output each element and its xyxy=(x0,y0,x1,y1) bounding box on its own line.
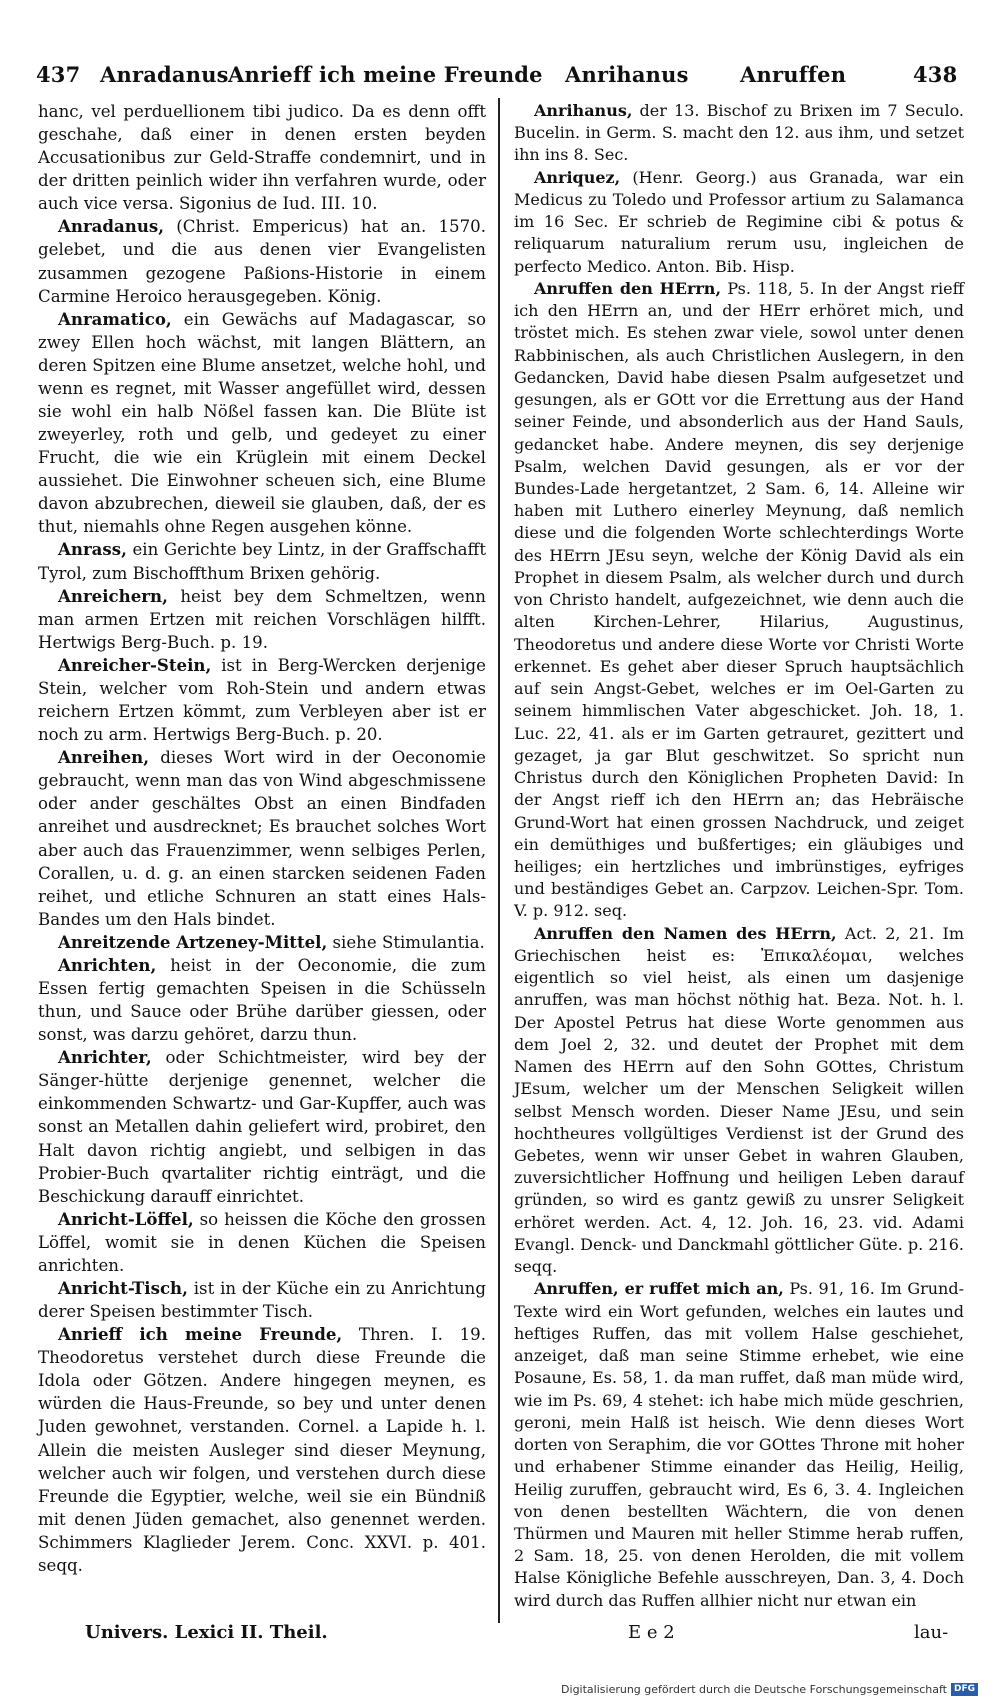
entry-lemma: Anruffen den HErrn, xyxy=(534,278,722,298)
right-catchword-last: Anruffen xyxy=(740,62,847,87)
credit-text: Digitalisierung gefördert durch die Deutsche Forschungsgemeinschaft xyxy=(561,1682,947,1696)
lexicon-entry xyxy=(38,308,486,539)
running-header xyxy=(30,60,960,92)
entry-text: der 13. Bischof zu Brixen im 7 Seculo. Bucelin. in Germ. S. macht den 12. aus ihm, und setzet ihn ins 8. Sec. xyxy=(514,101,964,165)
page-footer xyxy=(30,1622,960,1650)
entry-text: ein Gerichte bey Lintz, in der Graffschafft Tyrol, zum Bischoffthum Brixen gehörig. xyxy=(38,540,486,583)
entry-text: ein Gewächs auf Madagascar, so zwey Ellen hoch wächst, mit langen Blättern, an deren Spitzen eine Blume ansetzet, welche hohl, und wenn es regnet, mit Wasser angefüllet wird, dessen sie wohl ein halb Nößel fassen kan. Die Blüte ist zweyerley, roth und gelb, und gedeyet zu einer Frucht, die wie ein Krüglein mit einem Deckel aussiehet. Die Einwohner scheuen sich, eine Blume davon abzubrechen, dieweil sie glauben, daß, der es thut, niemahls ohne Regen ausgehen könne. xyxy=(38,309,486,537)
entry-text: (Henr. Georg.) aus Granada, war ein Medicus zu Toledo und Professor artium zu Salamanca im 16 Sec. Er schrieb de Regimine cibi & potus & reliquarum naturalium rerum usu, ingleichen de perfecto Medico. Anton. Bib. Hisp. xyxy=(514,167,964,276)
entry-text: ist in der Küche ein zu Anrichtung derer Speisen bestimmter Tisch. xyxy=(38,1278,486,1322)
entry-lemma: Anricht-Tisch, xyxy=(58,1277,188,1298)
lexicon-entry xyxy=(38,1208,486,1277)
lexicon-entry xyxy=(38,954,486,1046)
left-catchword-first: Anradanus xyxy=(100,62,229,87)
entry-text: oder Schichtmeister, wird bey der Sänger-hütte derjenige genennet, welcher die einkommenden Schwartz- und Gar-Kupffer, auch was sonst an Metallen dahin geliefert wird, probiret, den Halt davon richtig angiebt, und selbigen in das Probier-Buch qvartaliter richtig einträgt, und die Beschickung darauff einrichtet. xyxy=(38,1048,486,1206)
entry-text: Thren. I. 19. Theodoretus verstehet durch diese Freunde die Idola oder Götzen. Andere hingegen meynen, es würden die Haus-Freunde, so bey und unter denen Juden gewohnet, verstanden. Cornel. a Lapide h. l. Allein die meisten Ausleger sind dieser Meynung, welcher auch wir folgen, und verstehen durch diese Freunde die Egyptier, welche, weil sie ein Bündniß mit denen Jüden gemachet, also genennet werden. Schimmers Klaglieder Jerem. Conc. XXVI. p. 401. seqq. xyxy=(38,1325,486,1575)
lexicon-entry xyxy=(38,100,486,215)
lexicon-entry xyxy=(38,215,486,307)
entry-text: ist in Berg-Wercken derjenige Stein, welcher vom Roh-Stein und andern etwas reichern Ertzen kömmt, zum Verbleyen aber ist er noch zu arm. Hertwigs Berg-Buch. p. 20. xyxy=(38,655,486,745)
lexicon-entry xyxy=(38,931,486,954)
entry-lemma: Anrass, xyxy=(58,539,127,560)
entry-text: dieses Wort wird in der Oeconomie gebraucht, wenn man das von Wind abgeschmissene oder ander geschältes Obst an einen Bindfaden anreihet und ausdrecknet; Es brauchet solches Wort aber auch das Frauenzimmer, wenn selbiges Perlen, Corallen, u. d. g. an einen starcken seidenen Faden reihet, und etliche Schnuren an statt eines Hals-Bandes um den Hals bindet. xyxy=(38,748,486,929)
footer-catchword: lau- xyxy=(914,1622,949,1643)
entry-lemma: Anriquez, xyxy=(534,167,621,187)
lexicon-entry xyxy=(38,538,486,584)
entry-lemma: Anreichern, xyxy=(58,585,168,606)
entry-text: Act. 2, 21. Im Griechischen heist es: Ἐπικαλέομαι, welches eigentlich so viel heist, als einen um dasjenige anruffen, was man höchst nöthig hat. Beza. Not. h. l. Der Apostel Petrus hat diese Worte genommen aus dem Joel 2, 32. und deutet der Prophet mit dem Namen des HErrn auf den Sohn GOttes, Christum JEsum, welcher um der Menschen Seligkeit willen selbst Mensch worden. Dieser Name JEsu, und sein hochtheures vollgültiges Verdienst ist der Grund des Gebetes, wenn wir unser Gebet in wahren Glauben, zuversichtlicher Hoffnung und heiligen Leben darauf gründen, so wird es gantz gewiß zu unsrer Seligkeit erhöret werden. Act. 4, 12. Joh. 16, 23. vid. Adami Evangl. Denck- und Danckmahl göttlicher Güte. p. 216. seqq. xyxy=(514,923,964,1277)
left-page-number: 437 xyxy=(36,62,81,87)
entry-text: heist in der Oeconomie, die zum Essen fertig gemachten Speisen in die Schüsseln thun, und Sauce oder Brühe darüber giessen, oder sonst, was darzu gehöret, darzu thun. xyxy=(38,955,486,1045)
entry-lemma: Anreicher-Stein, xyxy=(58,654,212,675)
lexicon-entry xyxy=(38,746,486,931)
entry-lemma: Anruffen, er ruffet mich an, xyxy=(534,1279,784,1299)
lexicon-entry xyxy=(514,100,964,167)
right-page-number: 438 xyxy=(913,62,958,87)
entry-text: so heissen die Köche den grossen Löffel, womit sie in denen Küchen die Speisen anrichten. xyxy=(38,1209,486,1275)
lexicon-entry xyxy=(38,1277,486,1323)
lexicon-entry xyxy=(38,1046,486,1208)
right-column xyxy=(514,100,964,1612)
entry-lemma: Anrichten, xyxy=(58,954,157,975)
entry-lemma: Anrihanus, xyxy=(534,101,633,120)
entry-lemma: Anramatico, xyxy=(58,308,172,329)
lexicon-entry xyxy=(514,923,964,1279)
entry-lemma: Anricht-Löffel, xyxy=(58,1208,194,1229)
lexicon-entry xyxy=(38,654,486,746)
lexicon-entry xyxy=(514,1278,964,1612)
column-divider xyxy=(498,98,500,1623)
lexicon-entry xyxy=(514,278,964,923)
entry-lemma: Anreitzende Artzeney-Mittel, xyxy=(58,931,328,952)
lexicon-page xyxy=(30,60,965,1650)
entry-text: siehe Stimulantia. xyxy=(327,932,485,952)
left-column xyxy=(38,100,486,1577)
entry-lemma: Anreihen, xyxy=(58,747,150,768)
volume-signature: Univers. Lexici II. Theil. xyxy=(85,1622,328,1643)
entry-lemma: Anrichter, xyxy=(58,1047,152,1068)
entry-lemma: Anruffen den Namen des HErrn, xyxy=(534,923,837,943)
right-catchword-first: Anrihanus xyxy=(565,62,689,87)
entry-text: hanc, vel perduellionem tibi judico. Da es denn offt geschahe, daß einer in denen ersten beyden Accusationibus zur Geld-Straffe condemnirt, und in der dritten peinlich wider ihn verfahren wurde, oder auch vice versa. Sigonius de Iud. III. 10. xyxy=(38,102,486,214)
gathering-mark: E e 2 xyxy=(628,1622,675,1643)
dfg-logo-icon: DFG xyxy=(951,1683,978,1696)
entry-text: Ps. 118, 5. In der Angst rieff ich den HErrn an, und der HErr erhöret mich, und tröstet mich. Es stehen zwar viele, sowol unter denen Rabbinischen, als auch Christlichen Auslegern, in den Gedancken, David habe diesen Psalm aufgesetzet und gesungen, als er GOtt vor die Errettung aus der Hand seiner Feinde, und absonderlich aus der Hand Sauls, gedancket habe. Andere meynen, dis sey derjenige Psalm, welchen David gesungen, als er vor der Bundes-Lade hergetantzet, 2 Sam. 6, 14. Alleine wir haben mit Luthero einerley Meynung, daß nemlich diese und die folgenden Worte schlechterdings Worte des HErrn JEsu seyn, welche der König David als ein Prophet in diesem Psalm, als welcher durch und durch von Christo handelt, aufgezeichnet, wie denn auch die alten Kirchen-Lehrer, Hilarius, Augustinus, Theodoretus und andere diese Worte vor Christi Worte erkennet. Es gehet aber dieser Spruch hauptsächlich auf sein Angst-Gebet, welches er im Oel-Garten zu seinem himmlischen Vater abgeschicket. Joh. 18, 1. Luc. 22, 41. als er im Garten getrauret, gezittert und gezaget, ja gar Blut geschwitzet. So spricht nun Christus durch den Königlichen Propheten David: In der Angst rieff ich den HErrn an; das Hebräische Grund-Wort hat einen grossen Nachdruck, und zeiget ein demüthiges und bußfertiges; ein gläubiges und heiliges; ein hertzliches und imbrünstiges, eyfriges und beständiges Gebet an. Carpzov. Leichen-Spr. Tom. V. p. 912. seq. xyxy=(514,278,964,921)
entry-lemma: Anradanus, xyxy=(58,216,165,237)
entry-text: (Christ. Empericus) hat an. 1570. gelebet, und die aus denen vier Evangelisten zusammen gezogene Paßions-Historie in einem Carmine Heroico herausgegeben. König. xyxy=(38,217,486,306)
entry-text: Ps. 91, 16. Im Grund-Texte wird ein Wort gefunden, welches ein lautes und heftiges Ruffen, das mit vollem Halse geschiehet, anzeiget, daß man seine Stimme erhebet, wie eine Posaune, Es. 58, 1. da man ruffet, daß man müde wird, wie im Ps. 69, 4 stehet: ich habe mich müde geschrien, geroni, mein Halß ist heisch. Wie denn dieses Wort dorten von Seraphim, die vor GOttes Throne mit hoher und erhabener Stimme einander das Heilig, Heilig, Heilig zuruffen, gebraucht wird, Es 6, 3. 4. Ingleichen von denen bestellten Wächtern, die von denen Thürmen und Mauren mit heller Stimme herab ruffen, 2 Sam. 18, 25. von denen Herolden, die mit vollem Halse Königliche Befehle ausschreyen, Dan. 3, 4. Doch wird durch das Ruffen allhier nicht nur etwan ein xyxy=(514,1279,965,1610)
lexicon-entry xyxy=(38,585,486,654)
lexicon-entry xyxy=(38,1323,486,1577)
left-catchword-last: Anrieff ich meine Freunde xyxy=(228,62,543,87)
entry-lemma: Anrieff ich meine Freunde, xyxy=(58,1324,343,1345)
lexicon-entry xyxy=(514,167,964,278)
digitization-credit xyxy=(561,1683,978,1697)
entry-text: heist bey dem Schmeltzen, wenn man armen Ertzen mit reichen Vorschlägen hilfft. Hertwigs Berg-Buch. p. 19. xyxy=(38,586,486,652)
